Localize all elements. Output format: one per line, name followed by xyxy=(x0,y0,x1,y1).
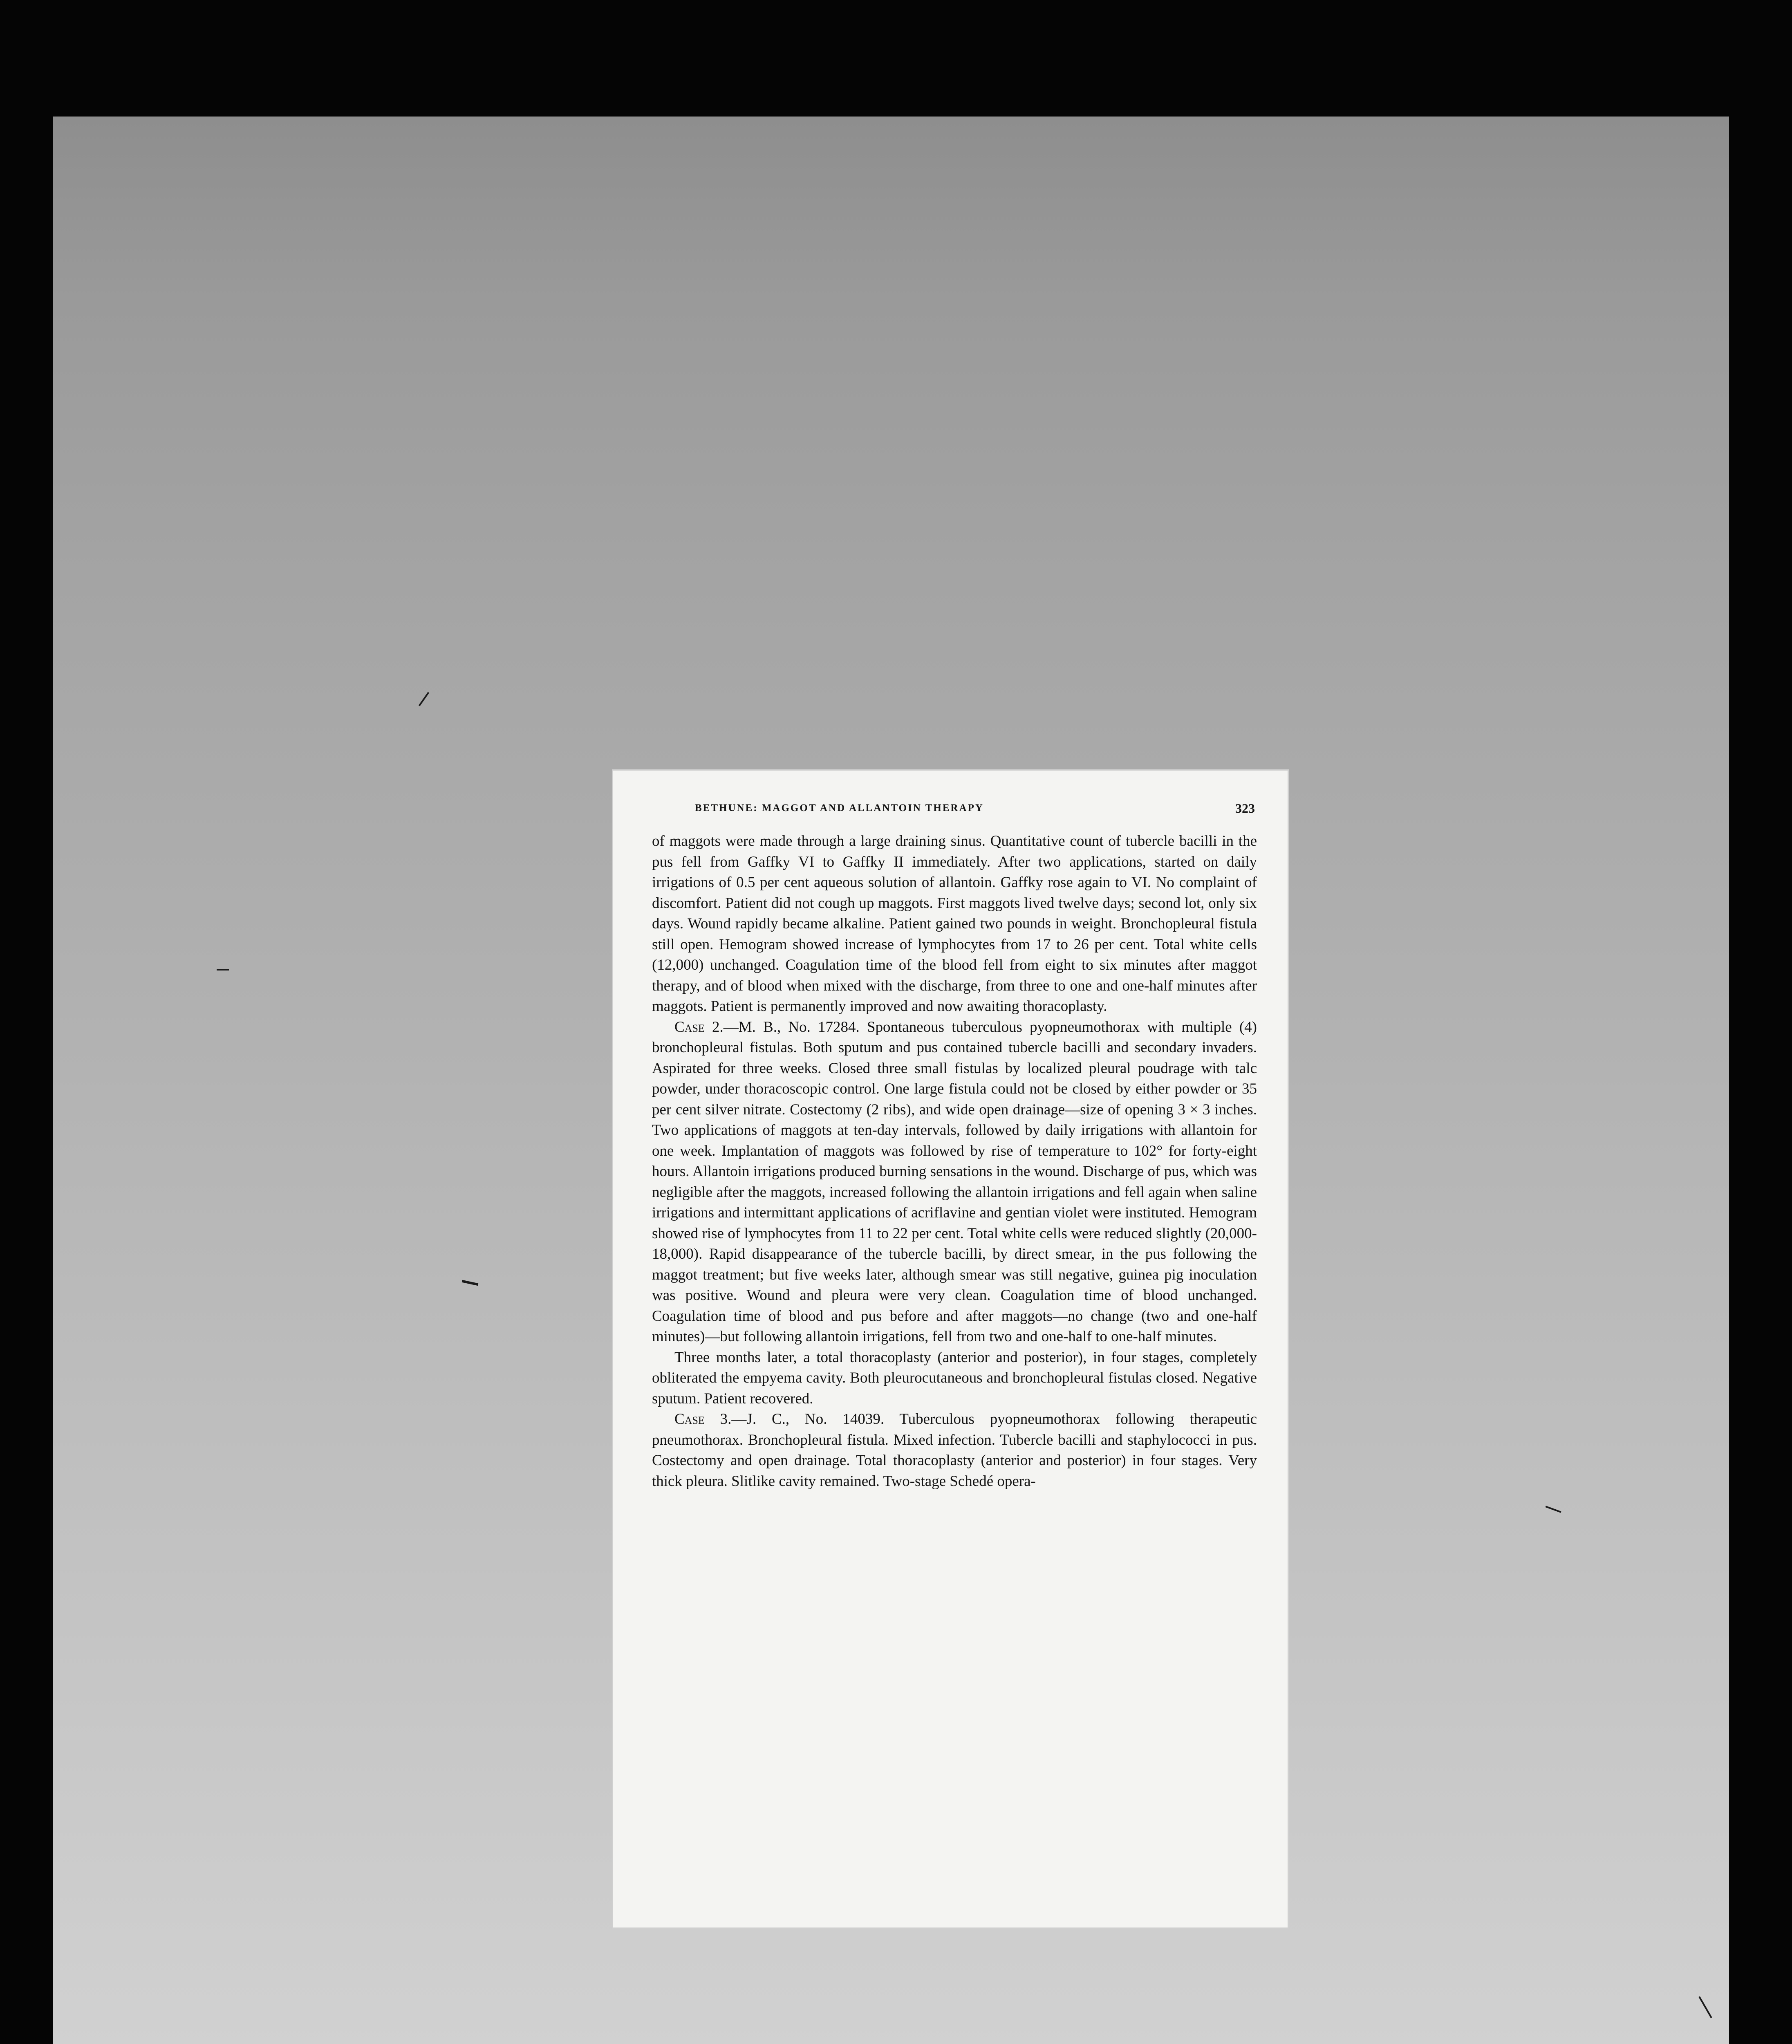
paragraph-case-2 xyxy=(652,1017,1257,1347)
paragraph-case-1-continued xyxy=(652,831,1257,1017)
running-head xyxy=(662,802,1255,819)
paragraph-text: Three months later, a total thoracoplasty (anterior and posterior), in four stages, completely obliterated the empyema cavity. Both pleurocutaneous and bronchopleural fistulas closed. Negative sputum. Patient recovered. xyxy=(652,1349,1257,1407)
page-number: 323 xyxy=(1235,801,1255,816)
paragraph-text: —J. C., No. 14039. Tuberculous pyopneumothorax following therapeutic pneumothorax. Bronchopleural fistula. Mixed infection. Tubercle bacilli and staphylococci in pus. Costectomy and open drainage. Total thoracoplasty (anterior and posterior) in four stages. Very thick pleura. Slitlike cavity remained. Two-stage Schedé opera- xyxy=(652,1411,1257,1490)
article-body xyxy=(652,831,1257,1492)
paragraph-case-2-outcome xyxy=(652,1347,1257,1410)
film-scratch xyxy=(217,969,229,970)
paragraph-case-3 xyxy=(652,1409,1257,1492)
paragraph-text: of maggots were made through a large draining sinus. Quantitative count of tubercle bacilli in the pus fell from Gaffky VI to Gaffky II immediately. After two applications, started on daily irrigations of 0.5 per cent aqueous solution of allantoin. Gaffky rose again to VI. No complaint of discomfort. Patient did not cough up maggots. First maggots lived twelve days; second lot, only six days. Wound rapidly became alkaline. Patient gained two pounds in weight. Bronchopleural fistula still open. Hemogram showed increase of lymphocytes from 17 to 26 per cent. Total white cells (12,000) unchanged. Coagulation time of the blood fell from eight to six minutes after maggot therapy, and of blood when mixed with the discharge, from three to one and one-half minutes after maggots. Patient is permanently improved and now awaiting thoracoplasty. xyxy=(652,833,1257,1015)
case-label: Case 2. xyxy=(674,1018,724,1035)
running-title: BETHUNE: MAGGOT AND ALLANTOIN THERAPY xyxy=(695,802,984,814)
film-background-sheet xyxy=(53,117,1729,2044)
paragraph-text: —M. B., No. 17284. Spontaneous tuberculous pyopneumothorax with multiple (4) bronchopleural fistulas. Both sputum and pus contained tubercle bacilli and secondary invaders. Aspirated for three weeks. Closed three small fistulas by localized pleural poudrage with talc powder, under thoracoscopic control. One large fistula could not be closed by either powder or 35 per cent silver nitrate. Costectomy (2 ribs), and wide open drainage—size of opening 3 × 3 inches. Two applications of maggots at ten-day intervals, followed by daily irrigations with allantoin for one week. Implantation of maggots was followed by rise of temperature to 102° for forty-eight hours. Allantoin irrigations produced burning sensations in the wound. Discharge of pus, which was negligible after the maggots, increased following the allantoin irrigations and fell again when saline irrigations and intermittant applications of acriflavine and gentian violet were instituted. Hemogram showed rise of lymphocytes from 11 to 22 per cent. Total white cells were reduced slightly (20,000-18,000). Rapid disappearance of the tubercle bacilli, by direct smear, in the pus following the maggot treatment; but five weeks later, although smear was still negative, guinea pig inoculation was positive. Wound and pleura were very clean. Coagulation time of blood unchanged. Coagulation time of blood and pus before and after maggots—no change (two and one-half minutes)—but following allantoin irrigations, fell from two and one-half to one-half minutes. xyxy=(652,1018,1257,1345)
journal-page xyxy=(613,771,1288,1927)
case-label: Case 3. xyxy=(674,1411,732,1428)
